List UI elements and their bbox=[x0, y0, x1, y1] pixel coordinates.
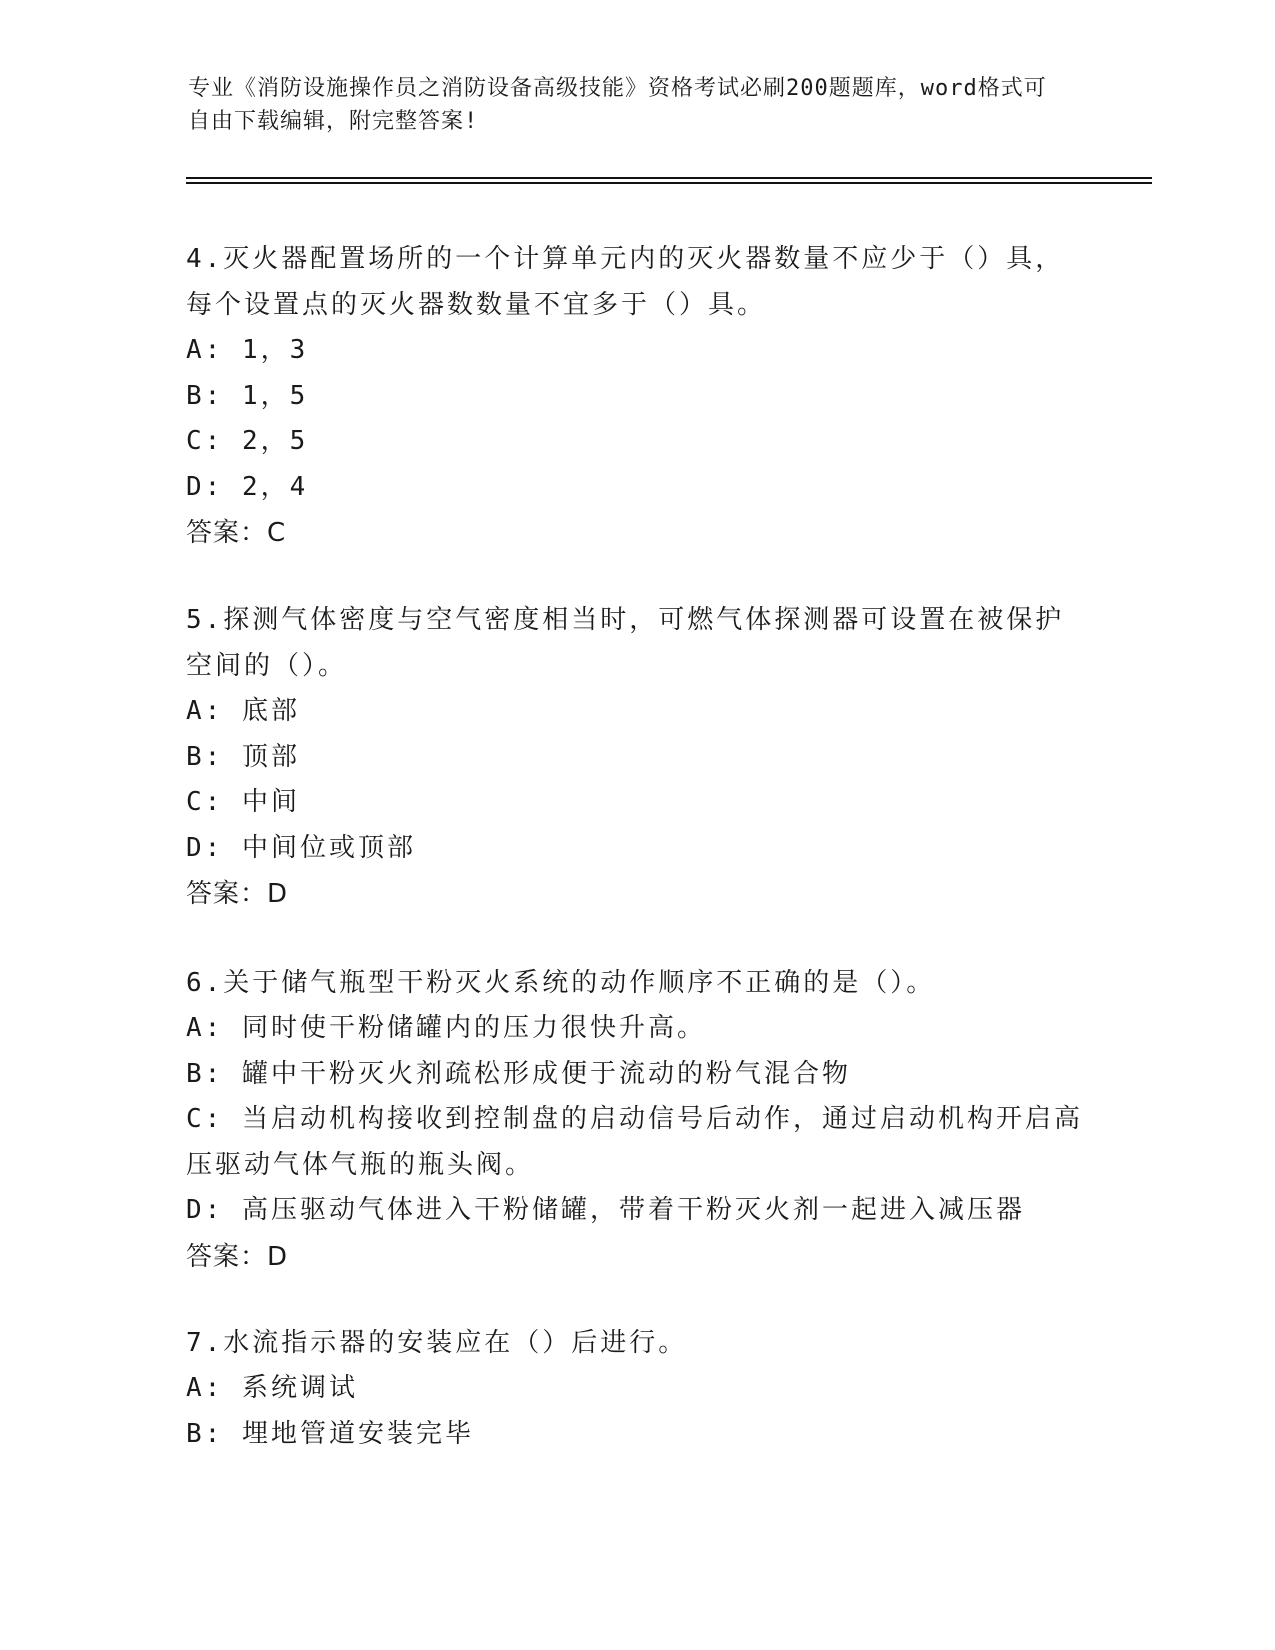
question-stem: 5.探测气体密度与空气密度相当时，可燃气体探测器可设置在被保护空间的（）。 bbox=[186, 605, 1065, 681]
option-d: D: 中间位或顶部 bbox=[186, 832, 416, 863]
header-divider-line bbox=[186, 182, 1152, 184]
question-block bbox=[186, 236, 1086, 556]
answer-label: 答案：C bbox=[186, 518, 287, 548]
option-d: D: 2，4 bbox=[186, 471, 309, 502]
question-block bbox=[186, 1320, 1086, 1457]
option-c: C: 当启动机构接收到控制盘的启动信号后动作，通过启动机构开启高压驱动气体气瓶的瓶头阀。 bbox=[186, 1104, 1083, 1180]
option-a: A: 系统调试 bbox=[186, 1373, 358, 1403]
answer-label: 答案：D bbox=[186, 879, 289, 909]
option-d: D: 高压驱动气体进入干粉储罐，带着干粉灭火剂一起进入减压器 bbox=[186, 1195, 1025, 1225]
question-stem: 4.灭火器配置场所的一个计算单元内的灭火器数量不应少于（）具，每个设置点的灭火器数数量不宜多于（）具。 bbox=[186, 244, 1065, 320]
question-block bbox=[186, 960, 1086, 1280]
option-b: B: 顶部 bbox=[186, 741, 300, 772]
answer-label: 答案：D bbox=[186, 1241, 289, 1272]
option-c: C: 中间 bbox=[186, 787, 300, 817]
question-stem: 7.水流指示器的安装应在（）后进行。 bbox=[186, 1328, 688, 1358]
option-c: C: 2，5 bbox=[186, 426, 309, 456]
document-header: 专业《消防设施操作员之消防设备高级技能》资格考试必刷200题题库，word格式可自由下载编辑，附完整答案! bbox=[188, 76, 1047, 134]
question-stem: 6.关于储气瓶型干粉灭火系统的动作顺序不正确的是（）。 bbox=[186, 968, 936, 998]
option-a: A: 同时使干粉储罐内的压力很快升高。 bbox=[186, 1013, 706, 1043]
option-b: B: 1，5 bbox=[186, 380, 309, 411]
option-b: B: 埋地管道安装完毕 bbox=[186, 1418, 474, 1449]
option-b: B: 罐中干粉灭火剂疏松形成便于流动的粉气混合物 bbox=[186, 1058, 851, 1089]
header-divider-line bbox=[186, 177, 1152, 179]
question-block bbox=[186, 597, 1086, 917]
option-a: A: 1，3 bbox=[186, 335, 309, 365]
option-a: A: 底部 bbox=[186, 696, 300, 726]
